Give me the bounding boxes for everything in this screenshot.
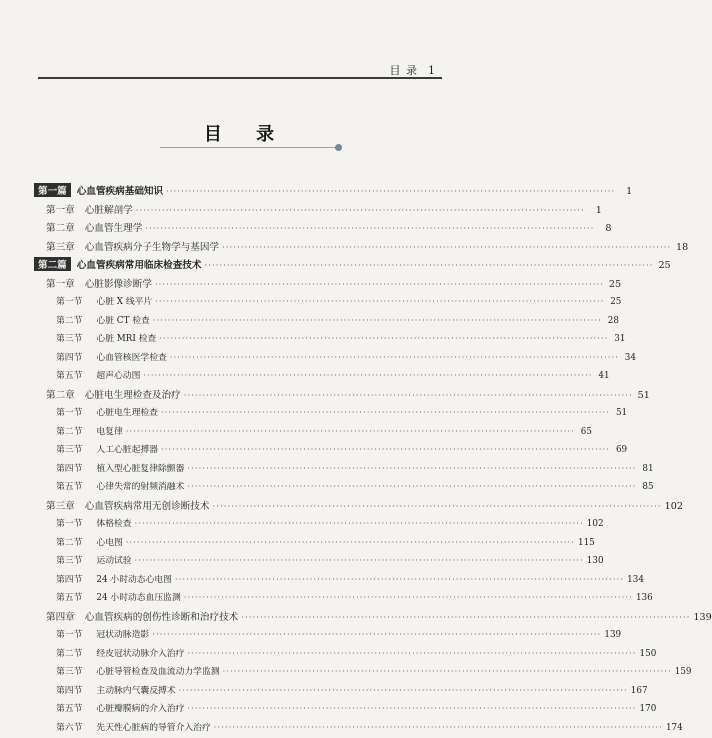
toc-entry-label: 第一节 (56, 408, 82, 418)
toc-chapter-row[interactable] (34, 276, 446, 295)
toc-section-row[interactable] (34, 627, 446, 646)
table-of-contents (34, 183, 446, 738)
toc-entry-label: 第一节 (56, 297, 82, 307)
toc-leader-dots: ························································································································ (159, 334, 608, 343)
toc-leader-dots: ························································································································ (161, 408, 610, 417)
toc-entry-text: 冠状动脉造影 (96, 630, 149, 640)
toc-page-number: 170 (640, 704, 657, 714)
toc-page-number: 134 (627, 575, 644, 585)
toc-entry-text: 心脏 CT 检查 (96, 316, 149, 326)
toc-leader-dots: ························································································································ (187, 649, 636, 658)
toc-entry-text: 24 小时动态心电图 (96, 575, 172, 585)
toc-leader-dots: ························································································································ (187, 464, 636, 473)
toc-entry-label: 第二节 (56, 649, 82, 659)
toc-entry-text: 植入型心脏复律除颤器 (96, 464, 184, 474)
page-title: 目 录 (0, 120, 492, 146)
toc-chapter-row[interactable] (34, 387, 446, 406)
toc-entry-title (56, 720, 211, 733)
toc-entry-text: 心血管疾病常用无创诊断技术 (85, 501, 210, 512)
toc-entry-title (34, 183, 163, 197)
toc-entry-label: 第一节 (56, 630, 82, 640)
toc-leader-dots: ························································································································ (184, 391, 633, 400)
toc-entry-label: 第二节 (56, 538, 82, 548)
toc-leader-dots: ························································································································ (126, 427, 575, 436)
toc-page-number: 34 (622, 353, 636, 363)
toc-entry-label: 第六节 (56, 723, 82, 733)
toc-page-number: 139 (693, 612, 711, 623)
toc-page-number: 31 (611, 334, 625, 344)
toc-leader-dots: ························································································································ (187, 704, 636, 713)
toc-leader-dots: ························································································································ (187, 482, 636, 491)
toc-section-row[interactable] (34, 442, 446, 461)
toc-chapter-row[interactable] (34, 498, 446, 517)
toc-entry-text: 超声心动图 (96, 371, 140, 381)
toc-entry-title (56, 627, 149, 640)
toc-leader-dots: ························································································································ (135, 556, 584, 565)
toc-leader-dots: ························································································································ (179, 686, 628, 695)
running-header-title: 目 录 (390, 64, 419, 77)
toc-chapter-row[interactable] (34, 609, 446, 628)
toc-entry-title (56, 590, 181, 603)
toc-section-row[interactable] (34, 590, 446, 609)
toc-entry-label: 第五节 (56, 593, 82, 603)
toc-section-row[interactable] (34, 461, 446, 480)
toc-page-number: 25 (657, 260, 671, 271)
toc-entry-label: 第一章 (46, 279, 75, 290)
toc-entry-title (46, 276, 152, 290)
toc-leader-dots: ························································································································ (222, 243, 671, 252)
toc-entry-label: 第二章 (46, 223, 75, 234)
toc-entry-title (56, 424, 123, 437)
toc-leader-dots: ························································································································ (166, 187, 615, 196)
toc-entry-title (56, 664, 220, 677)
toc-entry-text: 心血管核医学检查 (96, 353, 166, 363)
toc-entry-label: 第四节 (56, 575, 82, 585)
toc-leader-dots: ························································································································ (145, 224, 594, 233)
page-number: 1 (428, 64, 436, 77)
toc-entry-title (34, 257, 202, 271)
toc-entry-label: 第二章 (46, 390, 75, 401)
toc-chapter-row[interactable] (34, 202, 446, 221)
toc-page-number: 8 (598, 223, 612, 234)
toc-entry-text: 先天性心脏病的导管介入治疗 (96, 723, 210, 733)
toc-entry-text: 心血管生理学 (85, 223, 143, 234)
toc-leader-dots: ························································································································ (223, 667, 672, 676)
toc-entry-text: 心脏电生理检查及治疗 (85, 390, 181, 401)
toc-page-number: 85 (640, 482, 654, 492)
toc-entry-title (56, 572, 172, 585)
toc-entry-title (56, 701, 184, 714)
toc-entry-title (56, 479, 184, 492)
toc-page-number: 139 (604, 630, 621, 640)
toc-entry-text: 经皮冠状动脉介入治疗 (96, 649, 184, 659)
toc-entry-title (56, 442, 158, 455)
toc-entry-text: 心脏瓣膜病的介入治疗 (96, 704, 184, 714)
toc-entry-title (46, 609, 238, 623)
toc-section-row[interactable] (34, 516, 446, 535)
toc-section-row[interactable] (34, 350, 446, 369)
toc-part-row[interactable] (34, 257, 446, 276)
toc-entry-label: 第一章 (46, 205, 75, 216)
toc-entry-title (56, 350, 167, 363)
toc-page-number: 136 (636, 593, 653, 603)
toc-leader-dots: ························································································································ (152, 630, 601, 639)
toc-leader-dots: ························································································································ (241, 613, 690, 622)
toc-entry-label: 第三节 (56, 667, 82, 677)
toc-section-row[interactable] (34, 664, 446, 683)
toc-page-number: 115 (578, 538, 595, 548)
toc-entry-text: 心血管疾病分子生物学与基因学 (85, 242, 219, 253)
toc-chapter-row[interactable] (34, 220, 446, 239)
toc-leader-dots: ························································································································ (155, 297, 604, 306)
toc-leader-dots: ························································································································ (205, 261, 654, 270)
toc-section-row[interactable] (34, 424, 446, 443)
toc-entry-title (46, 239, 219, 253)
toc-entry-text: 心脏 MRI 检查 (96, 334, 156, 344)
toc-page-number: 167 (631, 686, 648, 696)
toc-page-number: 130 (587, 556, 604, 566)
toc-leader-dots: ························································································································ (175, 575, 624, 584)
toc-section-row[interactable] (34, 572, 446, 591)
running-header (390, 62, 437, 78)
toc-entry-text: 心血管疾病的创伤性诊断和治疗技术 (85, 612, 239, 623)
toc-entry-label: 第四章 (46, 612, 75, 623)
toc-section-row[interactable] (34, 720, 446, 738)
toc-entry-label: 第二篇 (34, 257, 71, 271)
toc-leader-dots: ························································································································ (136, 206, 585, 215)
toc-page-number: 25 (607, 297, 621, 307)
toc-entry-title (56, 368, 140, 381)
toc-entry-label: 第四节 (56, 353, 82, 363)
toc-leader-dots: ························································································································ (143, 371, 592, 380)
toc-entry-label: 第一篇 (34, 183, 71, 197)
toc-entry-text: 心电图 (96, 538, 122, 548)
toc-page-number: 41 (596, 371, 610, 381)
toc-entry-label: 第三节 (56, 334, 82, 344)
toc-entry-title (46, 202, 133, 216)
toc-entry-label: 第三节 (56, 556, 82, 566)
header-rule (38, 77, 442, 79)
toc-entry-label: 第四节 (56, 686, 82, 696)
toc-section-row[interactable] (34, 646, 446, 665)
title-underline (160, 147, 340, 148)
toc-page-number: 159 (675, 667, 692, 677)
toc-entry-text: 心脏导管检查及血流动力学监测 (96, 667, 219, 677)
toc-section-row[interactable] (34, 683, 446, 702)
toc-page-number: 1 (618, 186, 632, 197)
toc-entry-text: 心脏影像诊断学 (85, 279, 152, 290)
toc-entry-text: 心脏解剖学 (85, 205, 133, 216)
toc-section-row[interactable] (34, 553, 446, 572)
toc-leader-dots: ························································································································ (153, 316, 602, 325)
toc-entry-title (56, 646, 184, 659)
toc-entry-label: 第三节 (56, 445, 82, 455)
toc-entry-label: 第三章 (46, 501, 75, 512)
toc-section-row[interactable] (34, 294, 446, 313)
toc-entry-label: 第二节 (56, 427, 82, 437)
toc-entry-label: 第五节 (56, 482, 82, 492)
toc-chapter-row[interactable] (34, 239, 446, 258)
toc-entry-title (46, 387, 181, 401)
toc-leader-dots: ························································································································ (213, 502, 662, 511)
toc-entry-title (56, 294, 152, 307)
toc-entry-text: 主动脉内气囊反搏术 (96, 686, 175, 696)
toc-entry-text: 电复律 (96, 427, 122, 437)
toc-entry-label: 第一节 (56, 519, 82, 529)
toc-entry-text: 运动试验 (96, 556, 131, 566)
toc-section-row[interactable] (34, 368, 446, 387)
toc-entry-label: 第四节 (56, 464, 82, 474)
toc-section-row[interactable] (34, 535, 446, 554)
toc-entry-title (56, 553, 132, 566)
toc-leader-dots: ························································································································ (184, 593, 633, 602)
toc-leader-dots: ························································································································ (135, 519, 584, 528)
toc-entry-label: 第二节 (56, 316, 82, 326)
toc-entry-text: 心脏电生理检查 (96, 408, 158, 418)
toc-page-number: 25 (607, 279, 621, 290)
toc-page-number: 81 (640, 464, 654, 474)
toc-section-row[interactable] (34, 331, 446, 350)
toc-leader-dots: ························································································································ (161, 445, 610, 454)
toc-entry-title (46, 498, 210, 512)
toc-page-number: 69 (613, 445, 627, 455)
toc-section-row[interactable] (34, 701, 446, 720)
toc-leader-dots: ························································································································ (126, 538, 575, 547)
toc-entry-title (56, 405, 158, 418)
toc-page-number: 28 (605, 316, 619, 326)
toc-entry-text: 心血管疾病基础知识 (77, 186, 163, 197)
toc-page-number: 150 (640, 649, 657, 659)
toc-entry-text: 24 小时动态血压监测 (96, 593, 180, 603)
toc-page-number: 51 (613, 408, 627, 418)
toc-page-number: 18 (674, 242, 688, 253)
toc-entry-label: 第三章 (46, 242, 75, 253)
toc-entry-title (56, 683, 176, 696)
toc-entry-label: 第五节 (56, 704, 82, 714)
toc-leader-dots: ························································································································ (214, 723, 663, 732)
toc-leader-dots: ························································································································ (170, 353, 619, 362)
toc-entry-title (46, 220, 142, 234)
toc-entry-title (56, 313, 150, 326)
toc-page-number: 102 (665, 501, 683, 512)
toc-entry-label: 第五节 (56, 371, 82, 381)
toc-page-number: 1 (588, 205, 602, 216)
toc-page-number: 102 (587, 519, 604, 529)
toc-entry-text: 体格检查 (96, 519, 131, 529)
toc-page-number: 65 (578, 427, 592, 437)
toc-entry-text: 人工心脏起搏器 (96, 445, 158, 455)
toc-page-number: 51 (636, 390, 650, 401)
toc-entry-title (56, 461, 184, 474)
toc-part-row[interactable] (34, 183, 446, 202)
toc-section-row[interactable] (34, 405, 446, 424)
toc-entry-title (56, 516, 132, 529)
toc-section-row[interactable] (34, 313, 446, 332)
toc-entry-title (56, 535, 123, 548)
toc-section-row[interactable] (34, 479, 446, 498)
toc-entry-title (56, 331, 156, 344)
toc-leader-dots: ························································································································ (155, 280, 604, 289)
toc-page-number: 174 (666, 723, 683, 733)
toc-entry-text: 心脏 X 线平片 (96, 297, 152, 307)
toc-entry-text: 心律失常的射频消融术 (96, 482, 184, 492)
toc-entry-text: 心血管疾病常用临床检查技术 (77, 260, 202, 271)
